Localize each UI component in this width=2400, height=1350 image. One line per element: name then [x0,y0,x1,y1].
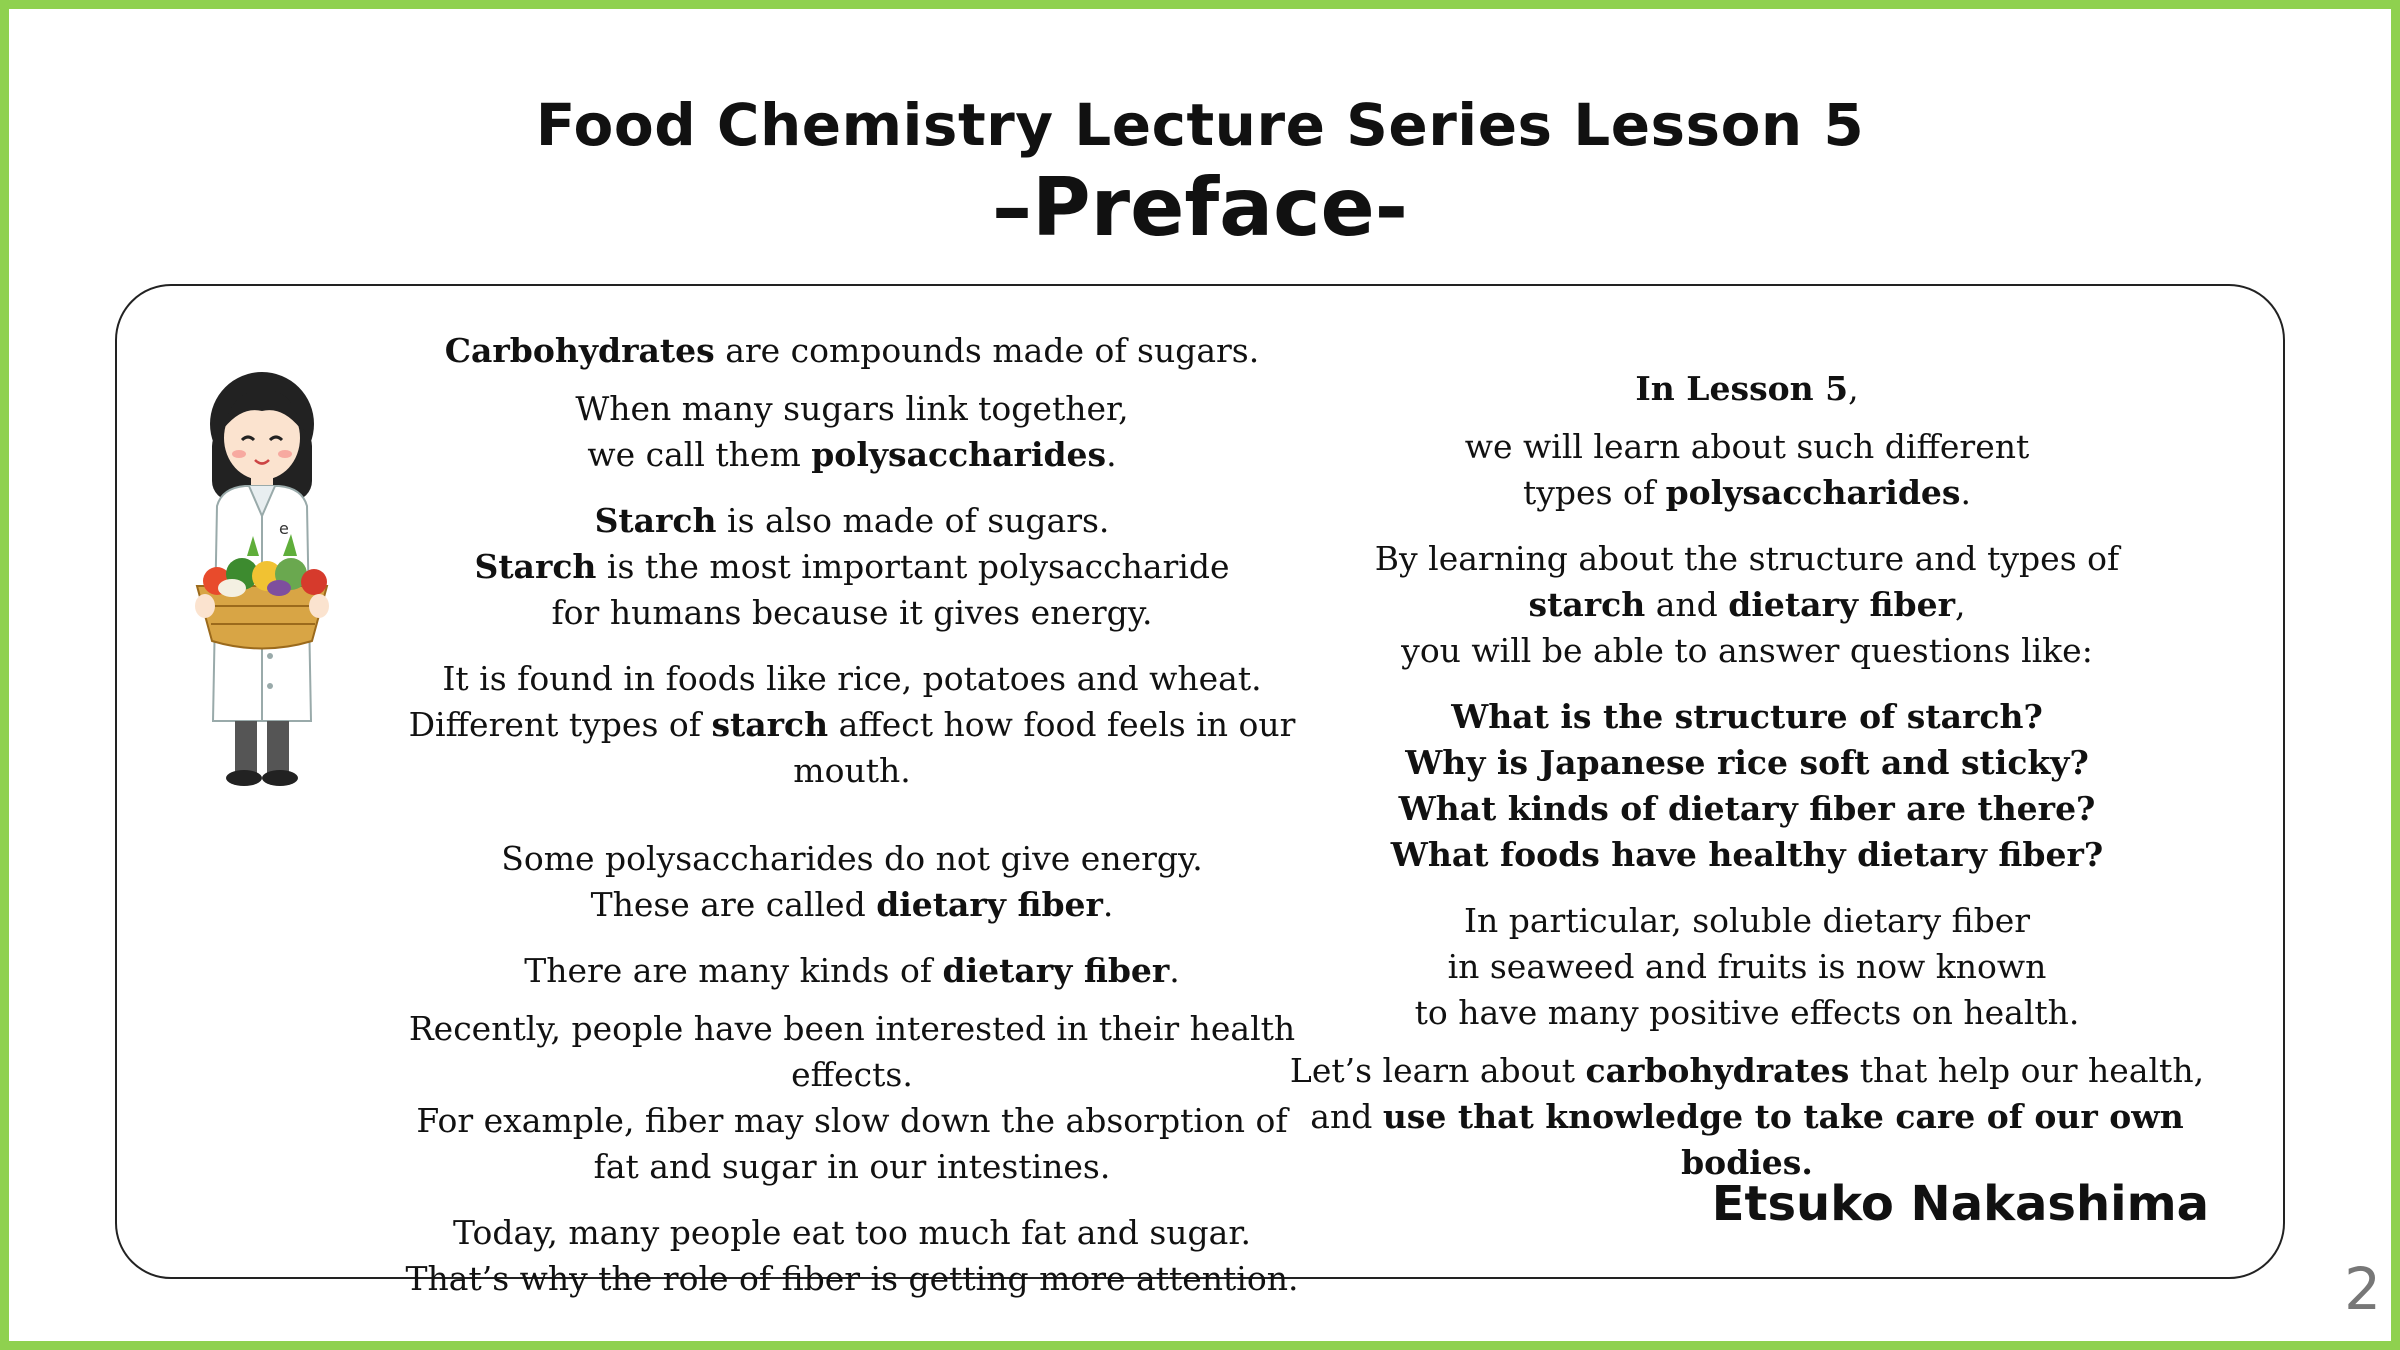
paragraph-line: When many sugars link together, [575,389,1129,428]
paragraph-line: for humans because it gives energy. [551,593,1153,632]
paragraph-line: Starch is the most important polysaccharide [474,547,1230,586]
paragraph-line: to have many positive effects on health. [1414,993,2080,1032]
paragraph-line: Different types of starch affect how food feels in our mouth. [408,705,1296,790]
svg-text:e: e [279,519,289,538]
author-name: Etsuko Nakashima [1711,1176,2209,1232]
paragraph-line: we will learn about such different [1464,427,2030,466]
paragraph-line: These are called dietary fiber. [590,885,1114,924]
paragraph-line: types of polysaccharides. [1523,473,1971,512]
paragraph-line: That’s why the role of fiber is getting more attention. [405,1259,1299,1298]
question: What is the structure of starch? [1451,697,2043,736]
paragraph-line: Starch is also made of sugars. [594,501,1110,540]
left-column [352,328,1352,1302]
slide-title: Food Chemistry Lecture Series Lesson 5 [535,91,1865,159]
page-number: 2 [2344,1255,2381,1323]
paragraph-line: For example, fiber may slow down the absorption of [416,1101,1288,1140]
paragraph-line: In Lesson 5, [1635,369,1859,408]
paragraph-line: starch and dietary fiber, [1528,585,1966,624]
paragraph-line: Some polysaccharides do not give energy. [501,839,1203,878]
paragraph-line: and use that knowledge to take care of our own bodies. [1310,1097,2184,1182]
question: Why is Japanese rice soft and sticky? [1405,743,2089,782]
paragraph-line: Today, many people eat too much fat and sugar. [453,1213,1251,1252]
scientist-illustration [187,366,337,806]
paragraph-line: in seaweed and fruits is now known [1447,947,2047,986]
paragraph-line: we call them polysaccharides. [587,435,1117,474]
paragraph-line: fat and sugar in our intestines. [593,1147,1111,1186]
right-column [1247,366,2247,1186]
paragraph-line: There are many kinds of dietary fiber. [524,951,1180,990]
paragraph-line: you will be able to answer questions like: [1401,631,2093,670]
paragraph-line: Recently, people have been interested in their health effects. [408,1009,1296,1094]
paragraph-line: It is found in foods like rice, potatoes and wheat. [442,659,1262,698]
slide-subtitle: –Preface- [991,161,1408,254]
paragraph: Carbohydrates are compounds made of sugars. [444,331,1260,370]
paragraph-line: In particular, soluble dietary fiber [1463,901,2031,940]
content-panel [115,284,2285,1298]
question: What foods have healthy dietary fiber? [1390,835,2104,874]
paragraph-line: By learning about the structure and types of [1374,539,2120,578]
paragraph-line: Let’s learn about carbohydrates that help our health, [1289,1051,2205,1090]
question: What kinds of dietary fiber are there? [1398,789,2096,828]
